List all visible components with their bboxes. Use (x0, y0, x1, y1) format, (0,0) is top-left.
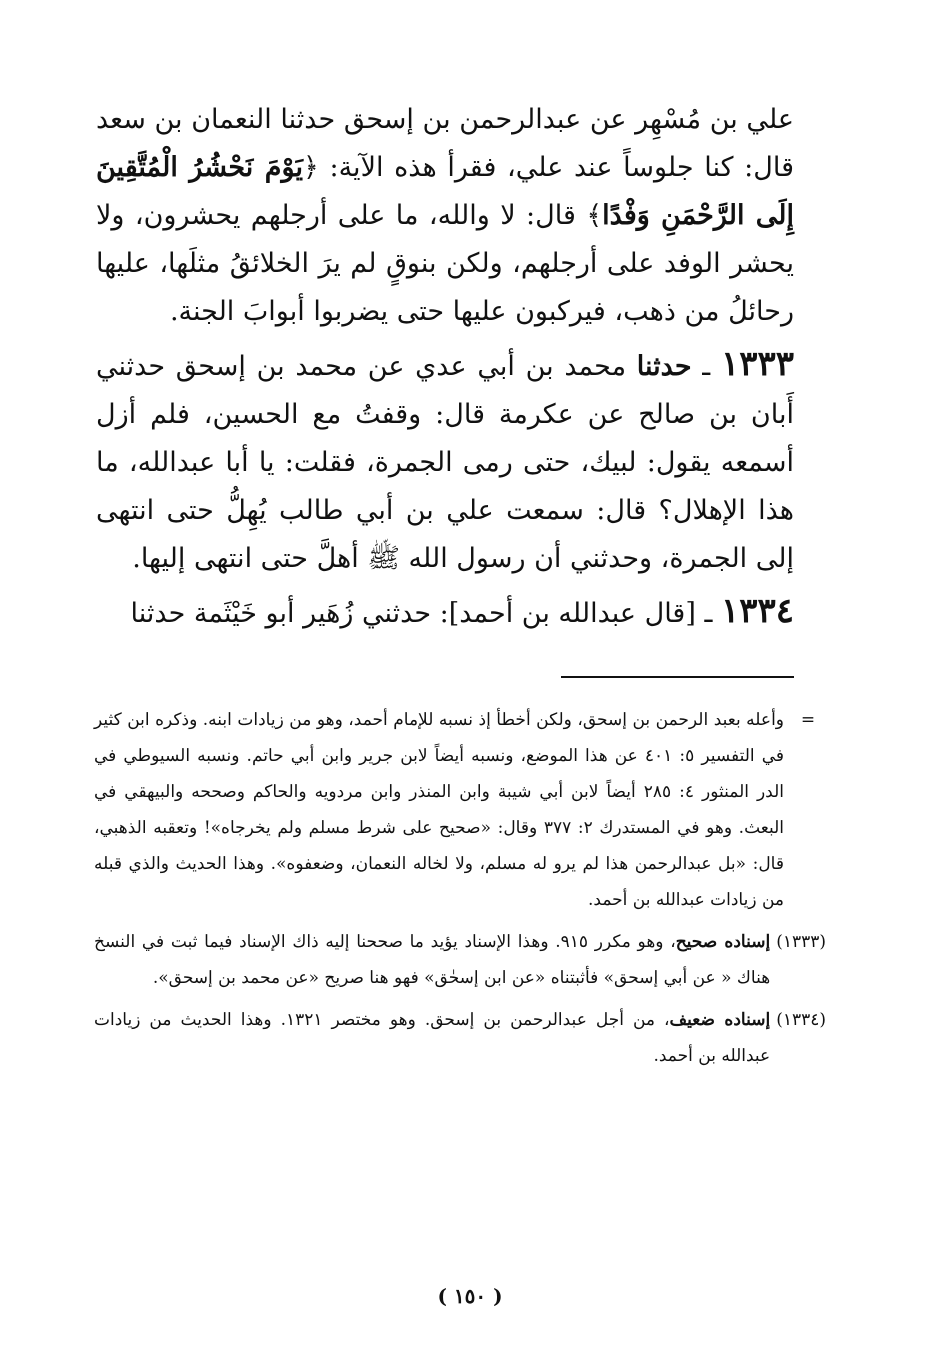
hadith-number: ١٣٣٣ (720, 344, 794, 384)
footnote-grade: إسناده صحيح (675, 932, 771, 952)
footnote-body (94, 924, 770, 996)
footnote-1334 (94, 1002, 826, 1074)
hadith-1334 (96, 587, 794, 638)
paragraph-text: علي بن مُسْهِر عن عبدالرحمن بن إسحق حدثنا النعمان بن سعد قال: كنا جلوساً عند علي، فقرأ هذه الآية: ﴿ (96, 104, 794, 183)
footnote-label: = (800, 710, 816, 730)
footnotes (94, 702, 826, 1080)
footnote-label: (١٣٣٣) (776, 932, 826, 952)
footnote-divider (561, 676, 794, 678)
footnote-label: (١٣٣٤) (776, 1010, 826, 1030)
page-number: ( ١٥٠ ) (437, 1284, 503, 1308)
hadith-text: محمد بن أبي عدي عن محمد بن إسحق حدثني أَبان بن صالح عن عكرمة قال: وقفتُ مع الحسين، فلم أزل أسمعه يقول: لبيك، حتى رمى الجمرة، فقلت: يا أبا عبدالله، ما هذا الإهلال؟ قال: سمعت علي بن أبي طالب يُهِلُّ حتى انتهى إلى الجمرة، وحدثني أن رسول الله ﷺ أهلَّ حتى انتهى إليها. (96, 351, 794, 574)
hadith-text: [قال عبدالله بن أحمد]: حدثني زُهَير أبو خَيْثَمة حدثنا (130, 598, 696, 629)
footnote-text: ، من أجل عبدالرحمن بن إسحق. وهو مختصر ١٣٢١. وهذا الحديث من زيادات عبدالله بن أحمد. (94, 1010, 771, 1066)
hadith-separator: ـ (695, 598, 721, 629)
hadith-number: ١٣٣٤ (720, 591, 794, 631)
hadith-separator: ـ (691, 351, 721, 382)
main-text (96, 96, 794, 642)
hadith-lead-word: حدثنا (636, 351, 692, 382)
paragraph-text-end: ﴾ قال: لا والله، ما على أرجلهم يحشرون، ولا يحشر الوفد على أرجلهم، ولكن بنوقٍ لم يرَ الخلائقُ مثلَها، عليها رحائلُ من ذهب، فيركبون عليها حتى يضربوا أبوابَ الجنة. (96, 200, 794, 327)
footnote-continuation (94, 702, 826, 918)
footnote-text: وأعله بعبد الرحمن بن إسحق، ولكن أخطأ إذ نسبه للإمام أحمد، وهو من زيادات ابنه. وذكره ابن كثير في التفسير ٥: ٤٠١ عن هذا الموضع، ونسبه أيضاً لابن جرير وابن أبي حاتم. ونسبه السيوطي في الدر المنثور ٤: ٢٨٥ أيضاً لابن أبي شيبة وابن المنذر وابن مردويه والحاكم وصححه والبيهقي في البعث. وهو في المستدرك ٢: ٣٧٧ وقال: «صحيح على شرط مسلم ولم يخرجاه»! وتعقبه الذهبي، قال: «بل عبدالرحمن هذا لم يرو له مسلم، ولا لخاله النعمان، وضعفوه». وهذا الحديث والذي قبله من زيادات عبدالله بن أحمد. (94, 710, 784, 910)
footnote-grade: إسناده ضعيف (669, 1010, 771, 1030)
footnote-1333 (94, 924, 826, 996)
footnote-text: ، وهو مكرر ٩١٥. وهذا الإسناد يؤيد ما صححنا إليه ذاك الإسناد فيما ثبت في النسخ هناك « عن أبي إسحق» فأثبتناه «عن ابن إسحٰق» فهو هنا صريح «عن محمد بن إسحق». (94, 932, 771, 988)
hadith-1333 (96, 340, 794, 583)
footnote-body (94, 1002, 770, 1074)
quran-verse: يَوْمَ نَحْشُرُ الْمُتَّقِينَ إِلَى الرَّحْمَنِ وَفْدًا (96, 152, 794, 231)
paragraph-continuation (96, 96, 794, 336)
